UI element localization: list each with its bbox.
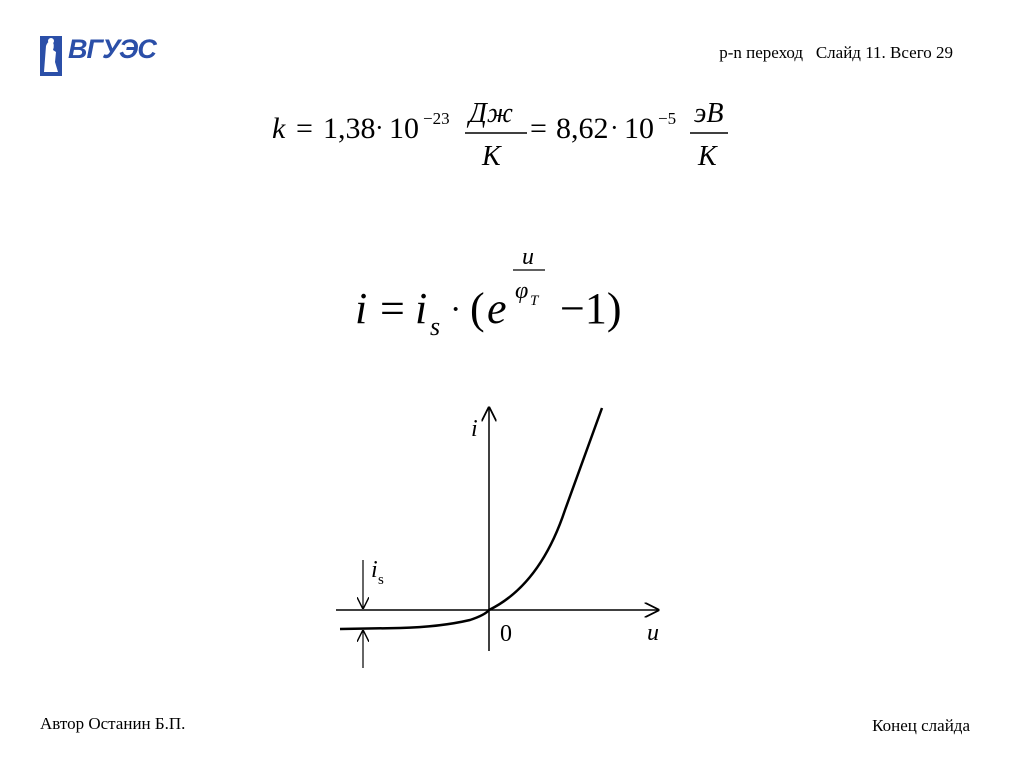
unit-kelvin-1: К [482,141,501,172]
saturation-current-sub: s [430,312,441,341]
end-slide-link[interactable]: Конец слайда [872,716,970,735]
base-10-b: 10 [624,112,654,145]
unit-kelvin-2: К [698,141,717,172]
saturation-current-base: i [415,284,428,333]
slide-topic: p-n переход [719,43,804,62]
unit-joule: Дж [469,98,513,129]
equals-sign-2: = [530,112,547,145]
equals-sign: = [296,112,313,145]
logo-text: ВГУЭС [68,34,156,64]
equals-sign-3: = [380,284,405,333]
origin-label: 0 [500,621,512,647]
exponent-2: −5 [658,109,677,128]
dot-1: · [375,113,384,142]
coefficient-2: 8,62 [556,112,609,145]
open-paren: ( [470,284,485,333]
x-axis-label: u [647,620,659,646]
exponent-u: u [522,244,534,270]
base-10-a: 10 [389,112,419,145]
author-credit: Автор Останин Б.П. [40,714,186,733]
exponent-phi: φ [515,278,529,304]
exponent-phi-sub: T [530,293,539,309]
exp-e: e [487,284,507,333]
exponent-1: −23 [423,109,450,128]
minus-one-close: −1) [560,284,622,333]
dot-3: · [450,291,462,328]
dot-2: · [610,113,619,142]
coefficient-1: 1,38 [323,112,376,145]
y-axis-label: i [471,416,478,442]
is-label-sub: s [378,572,384,588]
current-i: i [355,284,368,333]
unit-electronvolt: эВ [694,98,724,129]
slide-counter: Слайд 11. Всего 29 [815,43,953,62]
symbol-k: k [272,112,286,145]
is-label: i [371,557,378,583]
